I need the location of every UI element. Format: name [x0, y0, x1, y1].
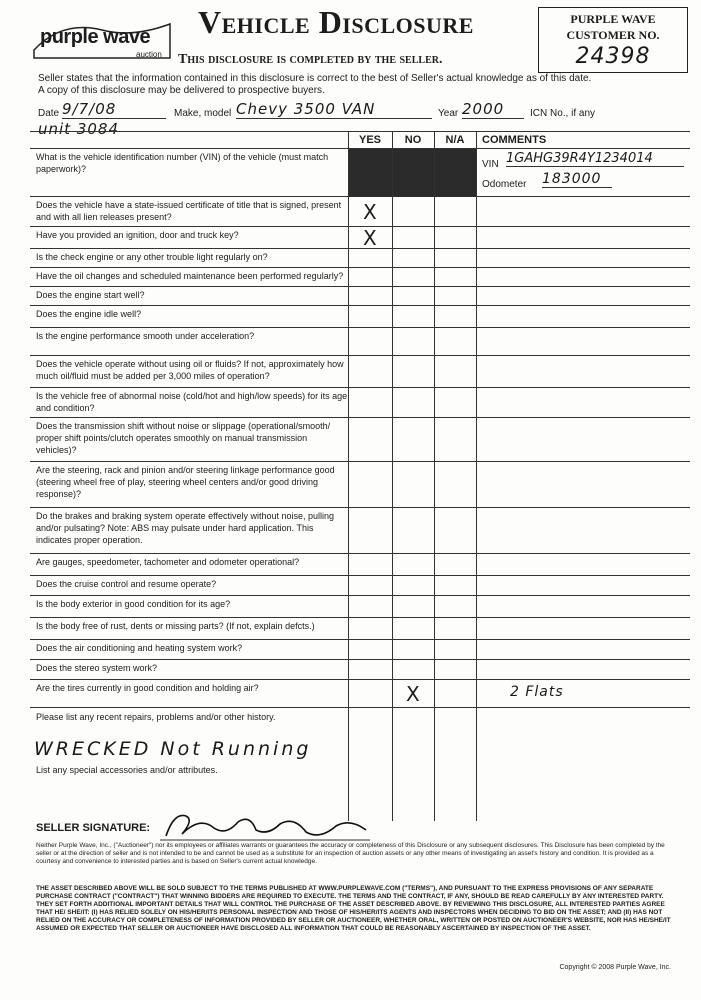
odometer-field[interactable]: 183000 — [542, 171, 612, 188]
comment-cell[interactable] — [476, 388, 690, 418]
column-header-yes: YES — [358, 134, 381, 146]
unit-number-field[interactable]: unit 3084 — [38, 120, 120, 138]
answer-cell-na[interactable] — [434, 640, 476, 660]
answer-cell-na[interactable] — [434, 596, 476, 618]
comment-cell[interactable] — [476, 227, 690, 249]
comment-cell[interactable] — [476, 197, 690, 227]
answer-cell-na[interactable] — [434, 680, 476, 708]
comment-text: 2 Flats — [510, 684, 564, 700]
comment-cell[interactable] — [476, 306, 690, 328]
question-text: Is the vehicle free of abnormal noise (cold/hot and high/low speeds) for its age and condition? — [36, 391, 348, 413]
answer-cell-na[interactable] — [434, 356, 476, 388]
grid-line — [348, 131, 349, 821]
seller-signature-label: SELLER SIGNATURE: — [36, 822, 151, 834]
question-row — [30, 660, 690, 680]
repairs-field[interactable]: WRECKED Not Running — [34, 738, 312, 760]
answer-cell-na[interactable] — [434, 618, 476, 640]
question-row — [30, 596, 690, 618]
copyright-text: Copyright © 2008 Purple Wave, Inc. — [559, 964, 671, 971]
purple-wave-logo — [32, 20, 172, 60]
answer-cell-no[interactable] — [392, 618, 434, 640]
question-row — [30, 287, 690, 306]
date-label: Date — [38, 108, 60, 119]
answer-cell-na[interactable] — [434, 287, 476, 306]
answer-cell-yes[interactable] — [348, 640, 392, 660]
intro-line-2: A copy of this disclosure may be delivered to prospective buyers. — [38, 85, 325, 96]
answer-cell-no[interactable] — [392, 227, 434, 249]
answer-cell-na[interactable] — [434, 388, 476, 418]
answer-cell-na[interactable] — [434, 227, 476, 249]
answer-cell-na[interactable] — [434, 268, 476, 287]
comment-cell[interactable] — [476, 576, 690, 596]
comment-cell[interactable] — [476, 418, 690, 462]
comment-cell[interactable] — [476, 462, 690, 508]
question-text: Does the engine idle well? — [36, 309, 142, 319]
answer-cell-no[interactable] — [392, 197, 434, 227]
comment-cell[interactable] — [476, 356, 690, 388]
comment-cell[interactable] — [476, 680, 690, 708]
make-field[interactable]: Chevy 3500 VAN — [236, 100, 432, 119]
page-title: Vehicle Disclosure — [198, 4, 474, 40]
comment-cell[interactable] — [476, 249, 690, 268]
question-row — [30, 576, 690, 596]
question-row — [30, 640, 690, 660]
answer-cell-na[interactable] — [434, 418, 476, 462]
year-field[interactable]: 2000 — [462, 100, 524, 119]
answer-cell-no[interactable] — [392, 462, 434, 508]
table-header-row — [30, 131, 690, 149]
comment-cell[interactable] — [476, 554, 690, 576]
answer-cell-yes[interactable] — [348, 268, 392, 287]
question-text: Have the oil changes and scheduled maintenance been performed regularly? — [36, 271, 344, 281]
question-row — [30, 508, 690, 554]
question-row — [30, 618, 690, 640]
answer-cell-no[interactable] — [392, 576, 434, 596]
grid-line — [434, 131, 435, 821]
check-mark-no: X — [406, 682, 420, 706]
question-row — [30, 306, 690, 328]
comment-cell[interactable] — [476, 149, 690, 197]
answer-cell-na[interactable] — [434, 508, 476, 554]
answer-cell-na[interactable] — [434, 197, 476, 227]
question-row — [30, 268, 690, 287]
answer-cell-yes[interactable] — [348, 328, 392, 356]
question-row — [30, 388, 690, 418]
comment-cell[interactable] — [476, 268, 690, 287]
answer-cell-no[interactable] — [392, 268, 434, 287]
vin-shaded-cells — [348, 149, 476, 197]
answer-cell-yes[interactable] — [348, 249, 392, 268]
question-row — [30, 328, 690, 356]
question-row — [30, 197, 690, 227]
question-text: Does the stereo system work? — [36, 663, 158, 673]
seller-signature[interactable] — [160, 806, 380, 846]
answer-cell-yes[interactable] — [348, 418, 392, 462]
question-text: Do the brakes and braking system operate effectively without noise, pulling and/or pulsating? Note: ABS may pulsate under hard application. This indicates proper operation. — [36, 511, 335, 545]
answer-cell-yes[interactable] — [348, 287, 392, 306]
answer-cell-no[interactable] — [392, 640, 434, 660]
question-text: Are the tires currently in good condition and holding air? — [36, 683, 259, 693]
grid-line — [392, 131, 393, 821]
question-text: Have you provided an ignition, door and truck key? — [36, 230, 239, 240]
question-row — [30, 149, 690, 197]
disclaimer-text: Neither Purple Wave, Inc., ("Auctioneer") nor its employees or affiliates warrants or guarantees the accuracy or completeness of this Disclosure or any subsequent disclosures. This Disclosure has been completed by the seller or at the direction of seller and is not intended to be and cannot be used as a substitute for an inspection of auction assets or any other means of investigating an asset's history and condition. It is provided as a courtesy and convenience to interested parties and is based on Seller's current actual knowledge. — [36, 842, 665, 865]
comment-cell[interactable] — [476, 618, 690, 640]
answer-cell-yes[interactable] — [348, 306, 392, 328]
vin-field[interactable]: 1GAHG39R4Y1234014 — [506, 151, 684, 167]
answer-cell-no[interactable] — [392, 660, 434, 680]
question-text: What is the vehicle identification number (VIN) of the vehicle (must match paperwork)? — [36, 152, 329, 174]
question-row — [30, 680, 690, 708]
answer-cell-yes[interactable] — [348, 508, 392, 554]
legal-terms-text: THE ASSET DESCRIBED ABOVE WILL BE SOLD SUBJECT TO THE TERMS PUBLISHED AT WWW.PURPLEWAVE.COM ("TERMS"), AND PURSUANT TO THE EXPRESS PROVISIONS OF ANY SEPARATE PURCHASE CONTRACT ("CONTRACT") THAT WINNING BIDDERS ARE REQUIRED TO EXECUTE. THE TERMS AND THE CONTRACT, IF ANY, SHOULD BE READ CAREFULLY BY ANY INTERESTED PARTY. THEY SET FORTH ADDITIONAL IMPORTANT DETAILS THAT WILL CONTROL THE PURCHASE OF THE ASSET DESCRIBED ABOVE. BY REVIEWING THIS DISCLOSURE, ALL INTERESTED PARTIES AGREE THAT HE/ SHE/IT: (I) HAS RELIED SOLELY ON HIS/HER/ITS PERSONAL INSPECTION AND THOSE OF HIS/HER/ITS AGENTS AND INSPECTORS WHEN DECIDING TO BID ON THE ASSET; AND (II) HAS NOT RELIED ON THE ACCURACY OR COMPLETENESS OF INFORMATION PROVIDED BY SELLER OR AUCTIONEER, WHETHER ORAL, WRITTEN OR POSTED ON AUCTIONEER'S WEBSITE, NOR HAS HE/SHE/IT ASSUMED OR EXPECTED THAT SELLER OR AUCTIONEER HAVE DISCLOSED ALL INFORMATION THAT COULD BE REASONABLY ASCERTAINED BY INSPECTION OF THE ASSET. — [36, 885, 671, 932]
answer-cell-na[interactable] — [434, 328, 476, 356]
question-text: Does the air conditioning and heating system work? — [36, 643, 243, 653]
make-label: Make, model — [174, 108, 232, 119]
question-row — [30, 249, 690, 268]
comment-cell[interactable] — [476, 596, 690, 618]
date-field[interactable]: 9/7/08 — [62, 100, 166, 119]
comment-cell[interactable] — [476, 328, 690, 356]
year-label: Year — [438, 108, 459, 119]
answer-cell-yes[interactable] — [348, 356, 392, 388]
disclosure-table — [30, 131, 690, 821]
vin-label: VIN — [482, 159, 499, 170]
column-header-comments: COMMENTS — [482, 134, 547, 146]
answer-cell-no[interactable] — [392, 306, 434, 328]
answer-cell-na[interactable] — [434, 576, 476, 596]
answer-cell-no[interactable] — [392, 596, 434, 618]
answer-cell-no[interactable] — [392, 328, 434, 356]
answer-cell-yes[interactable] — [348, 576, 392, 596]
question-text: Is the body exterior in good condition for its age? — [36, 599, 231, 609]
logo-text: purple wave — [40, 26, 151, 48]
accessories-label: List any special accessories and/or attributes. — [36, 765, 218, 775]
question-row — [30, 418, 690, 462]
answer-cell-na[interactable] — [434, 249, 476, 268]
question-text: Is the engine performance smooth under acceleration? — [36, 331, 255, 341]
answer-cell-no[interactable] — [392, 287, 434, 306]
intro-line-1: Seller states that the information contained in this disclosure is correct to the best of Seller's actual knowledge as of this date. — [38, 73, 592, 84]
question-text: Does the cruise control and resume operate? — [36, 579, 217, 589]
comment-cell[interactable] — [476, 508, 690, 554]
question-text: Does the transmission shift without noise or slippage (operational/smooth/ proper shift points/clutch operates smoothly on manual transmission vehicles)? — [36, 421, 331, 455]
answer-cell-na[interactable] — [434, 660, 476, 680]
answer-cell-yes[interactable] — [348, 660, 392, 680]
grid-line — [476, 131, 477, 821]
column-header-no: NO — [404, 134, 422, 146]
answer-cell-no[interactable] — [392, 508, 434, 554]
answer-cell-yes[interactable] — [348, 388, 392, 418]
question-text: Are the steering, rack and pinion and/or steering linkage performance good (steering wheel free of play, steering wheel centers and/or good driving response)? — [36, 465, 335, 499]
answer-cell-yes[interactable] — [348, 596, 392, 618]
question-row — [30, 356, 690, 388]
page-subtitle: This disclosure is completed by the seller. — [178, 52, 443, 67]
answer-cell-na[interactable] — [434, 306, 476, 328]
question-text: Does the vehicle operate without using oil or fluids? If not, approximately how much oil/fluid must be added per 3,000 miles of operation? — [36, 359, 344, 381]
answer-cell-yes[interactable] — [348, 462, 392, 508]
question-text: Is the check engine or any other trouble light regularly on? — [36, 252, 268, 262]
odometer-label: Odometer — [482, 179, 527, 190]
customer-box-line1: PURPLE WAVE — [570, 12, 656, 26]
answer-cell-yes[interactable] — [348, 618, 392, 640]
question-text: Are gauges, speedometer, tachometer and odometer operational? — [36, 557, 300, 567]
answer-cell-na[interactable] — [434, 462, 476, 508]
icn-label: ICN No., if any — [530, 108, 596, 119]
customer-number-box — [538, 7, 688, 73]
question-text: Does the engine start well? — [36, 290, 145, 300]
question-row — [30, 227, 690, 249]
answer-cell-na[interactable] — [434, 554, 476, 576]
answer-cell-no[interactable] — [392, 249, 434, 268]
repairs-label: Please list any recent repairs, problems and/or other history. — [36, 712, 276, 722]
question-text: Is the body free of rust, dents or missing parts? (If not, explain defcts.) — [36, 621, 315, 631]
answer-cell-no[interactable] — [392, 554, 434, 576]
answer-cell-yes[interactable] — [348, 554, 392, 576]
answer-cell-yes[interactable] — [348, 680, 392, 708]
question-text: Does the vehicle have a state-issued certificate of title that is signed, present and with all lien releases present? — [36, 200, 342, 222]
answer-cell-no[interactable] — [392, 356, 434, 388]
comment-cell[interactable] — [476, 660, 690, 680]
answer-cell-yes[interactable] — [348, 227, 392, 249]
answer-cell-no[interactable] — [392, 680, 434, 708]
logo-subtext: auction — [136, 50, 162, 59]
customer-box-line2: CUSTOMER NO. — [566, 28, 660, 42]
answer-cell-no[interactable] — [392, 418, 434, 462]
question-row — [30, 462, 690, 508]
customer-number-value[interactable]: 24398 — [575, 44, 651, 69]
column-header-na: N/A — [445, 134, 465, 146]
answer-cell-yes[interactable] — [348, 197, 392, 227]
check-mark-yes: X — [363, 200, 377, 224]
comment-cell[interactable] — [476, 640, 690, 660]
question-row — [30, 554, 690, 576]
comment-cell[interactable] — [476, 287, 690, 306]
answer-cell-no[interactable] — [392, 388, 434, 418]
check-mark-yes: X — [363, 226, 377, 250]
